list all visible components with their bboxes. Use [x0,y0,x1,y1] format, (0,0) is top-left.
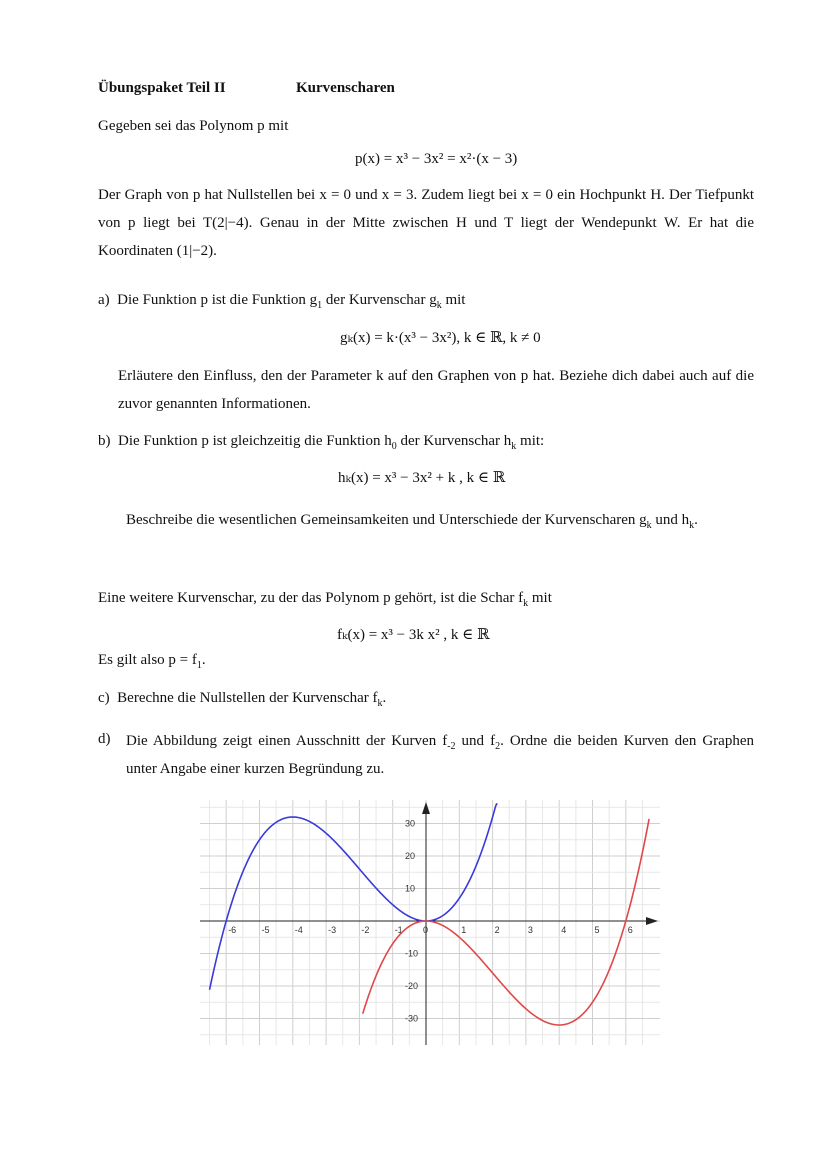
x-tick-label: -5 [261,925,270,935]
y-axis-arrow [422,802,430,814]
page-title: Übungspaket Teil II [98,80,226,96]
x-tick-label: 6 [627,925,633,935]
x-tick-label: 1 [461,925,467,935]
y-tick-label: -30 [405,1013,419,1024]
x-tick-label: -6 [228,925,237,935]
task-d-label: d) [98,731,111,747]
task-b-text: Beschreibe die wesentlichen Gemeinsamkeiten und Unterschiede der Kurvenscharen $g_k$ und $h_k$. [126,512,698,531]
task-a-label: a) [98,292,110,308]
x-tick-label: -3 [328,925,337,935]
x-axis-arrow [646,917,658,925]
formula-g: gₖ(x) = k·(x³ − 3x²), k ∈ ℝ, k ≠ 0 [340,330,541,346]
y-tick-label: -10 [405,948,419,959]
curve-f-2 [363,819,649,1025]
intro-given: Gegeben sei das Polynom p mit [98,118,289,134]
x-tick-label: -2 [361,925,370,935]
formula-h: hₖ(x) = x³ − 3x² + k , k ∈ ℝ [338,470,506,486]
task-a-text: Erläutere den Einfluss, den der Parameter k auf den Graphen von p hat. Beziehe dich dabei auch auf die zuvor genannten Informationen. [118,368,754,412]
x-tick-label: 4 [561,925,567,935]
family-f-intro: Eine weitere Kurvenschar, zu der das Polynom p gehört, ist die Schar $f_k$ mit [98,590,552,609]
task-d-text: Die Abbildung zeigt einen Ausschnitt der Kurven $f_{-2}$ und $f_2$. Ordne die beiden Kurven den Graphen unter Angabe einer kurzen Begründung zu. [126,733,754,777]
y-tick-label: 10 [405,883,416,894]
function-graph [200,800,660,1045]
y-tick-label: -20 [405,981,419,991]
task-c-label: c) [98,690,110,706]
formula-f: fₖ(x) = x³ − 3k x² , k ∈ ℝ [337,627,490,643]
task-b-intro: b) Die Funktion p ist gleichzeitig die Funktion $h_0$ der Kurvenschar $h_k$ mit: [98,433,545,452]
curve-f-minus-2 [210,804,498,990]
x-tick-label: -4 [294,925,303,935]
x-tick-label: 2 [494,925,500,935]
y-tick-label: 20 [405,851,416,861]
x-tick-label: 3 [527,925,533,935]
formula-p: p(x) = x³ − 3x² = x²·(x − 3) [355,151,518,167]
task-b-label: b) [98,433,111,449]
page-topic: Kurvenscharen [296,80,395,96]
x-tick-label: 0 [423,925,429,935]
intro-description: Der Graph von p hat Nullstellen bei x = 0 und x = 3. Zudem liegt bei x = 0 ein Hochpunkt H. Der Tiefpunkt von p liegt bei T(2|−4). Genau in der Mitte zwischen H und T liegt der Wendepunkt W. Er hat die Koordinaten (1|−2). [98,187,754,259]
task-a-intro: a) Die Funktion p ist die Funktion $g_1$ der Kurvenschar $g_k$ mit [98,292,466,311]
x-tick-label: -1 [394,925,403,935]
task-c: c) Berechne die Nullstellen der Kurvenschar $f_k$. [98,690,387,709]
family-f-note: Es gilt also $p = f_1$. [98,652,206,671]
y-tick-label: 30 [405,818,416,829]
x-tick-label: 5 [594,925,600,935]
